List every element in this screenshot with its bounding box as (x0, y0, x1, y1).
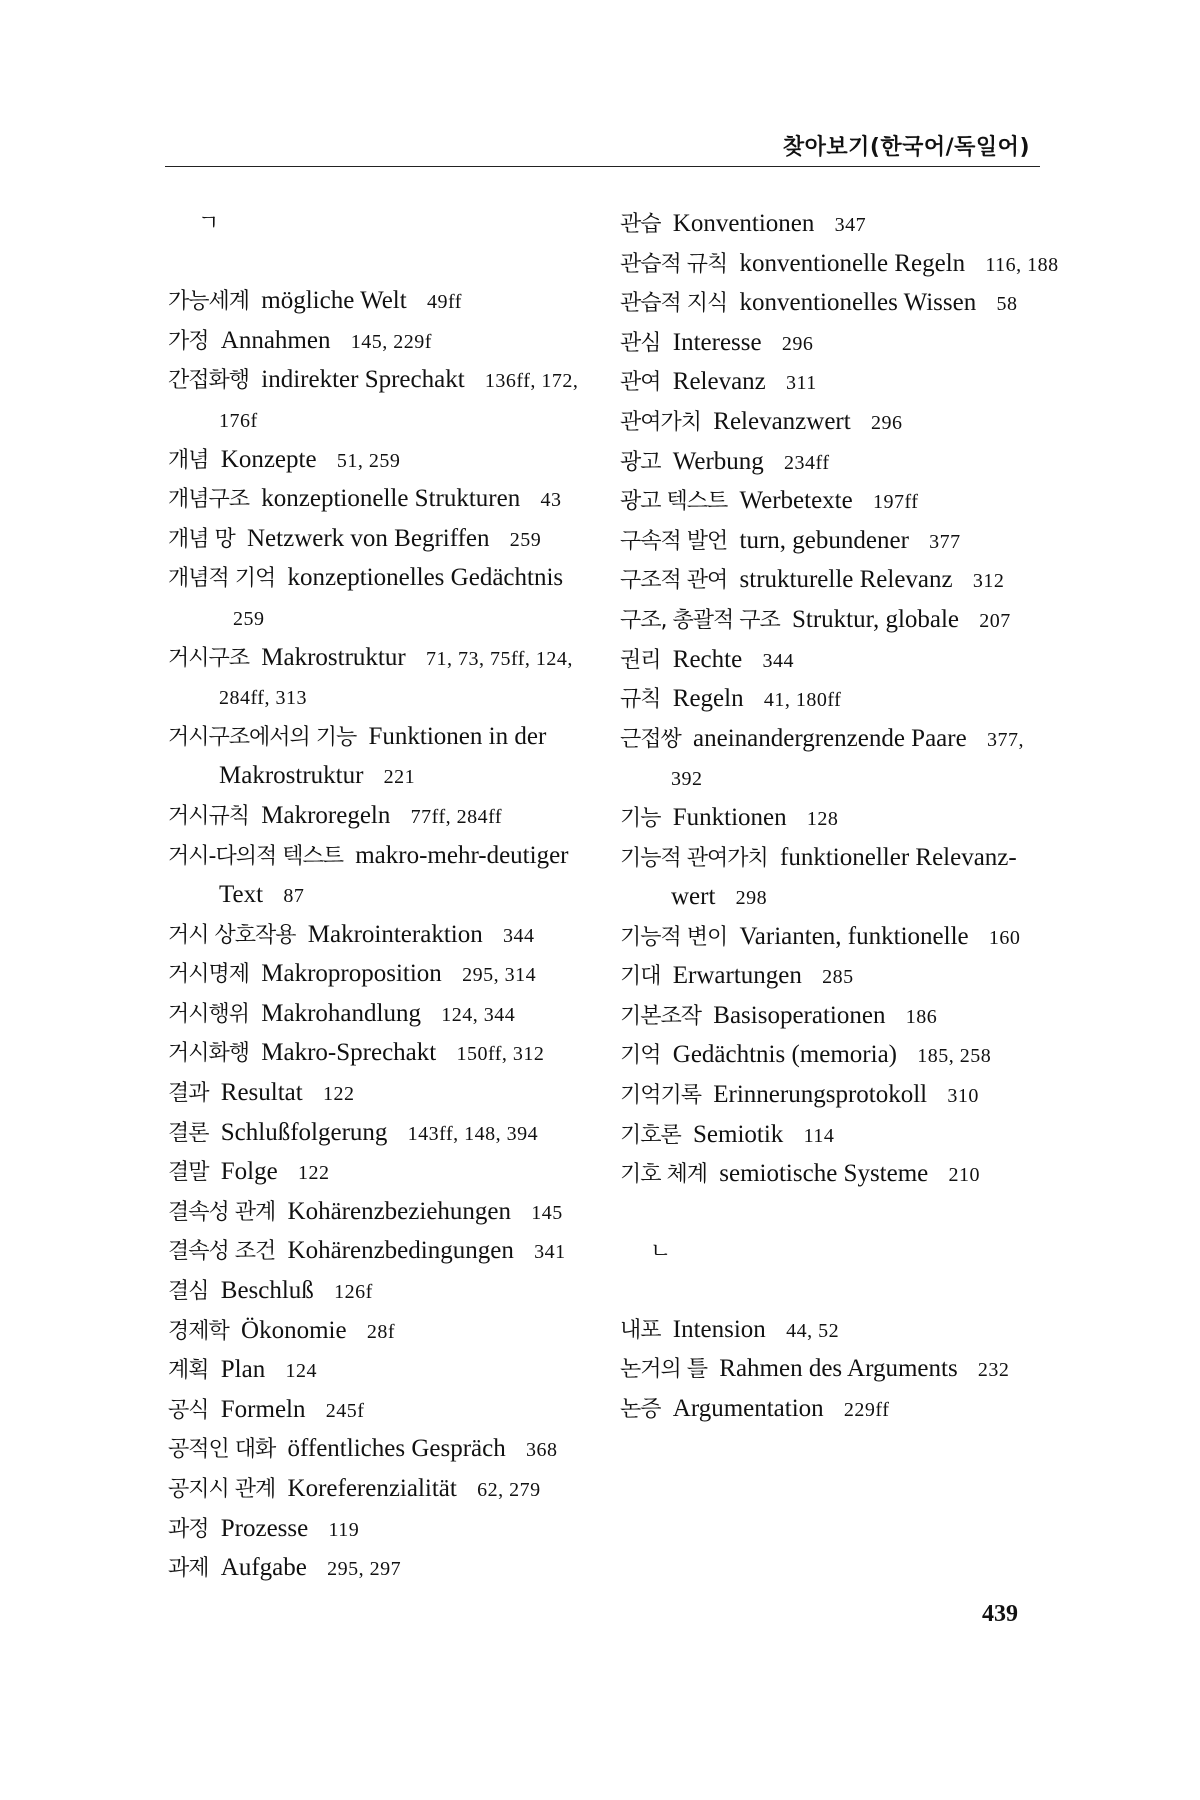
page-references: 87 (283, 885, 305, 908)
german-term: Aufgabe (220, 1554, 307, 1582)
german-term: Plan (220, 1356, 266, 1384)
header-rule (165, 166, 1040, 167)
korean-term: 구속적 발언 (620, 528, 728, 554)
korean-term: 관심 (620, 330, 661, 356)
index-entry (620, 1036, 1060, 1076)
page-references: 377, 392 (671, 728, 1024, 791)
korean-term: 광고 (620, 449, 661, 475)
page-references: 44, 52 (786, 1319, 840, 1342)
german-term: indirekter Sprechakt (261, 366, 465, 394)
korean-term: 가능세계 (168, 289, 250, 315)
page-references: 295, 314 (462, 964, 537, 987)
korean-term: 기호 체계 (620, 1162, 708, 1188)
page-references: 347 (834, 214, 867, 236)
german-term: semiotische Systeme (719, 1160, 929, 1188)
german-term: Werbung (672, 447, 764, 475)
korean-term: 공식 (168, 1397, 209, 1423)
korean-term: 권리 (620, 647, 661, 673)
page-references: 344 (762, 649, 794, 672)
german-term: Koreferenzialität (287, 1475, 457, 1502)
index-entry (620, 720, 1060, 799)
page-references: 143ff, 148, 394 (407, 1122, 539, 1145)
index-entry (168, 282, 608, 322)
german-term: Interesse (672, 328, 762, 356)
page-references: 285 (822, 966, 854, 989)
index-entry (620, 1350, 1060, 1390)
index-entry (620, 205, 1060, 245)
index-entry (168, 1312, 608, 1352)
german-term: Makrointeraktion (307, 920, 483, 948)
korean-term: 논증 (620, 1396, 661, 1422)
german-term: Funktionen (672, 803, 787, 831)
page-references: 122 (297, 1162, 330, 1185)
index-entry (620, 522, 1060, 562)
page-references: 221 (383, 766, 416, 789)
german-term: Ökonomie (241, 1316, 347, 1344)
korean-term: 공적인 대화 (168, 1437, 276, 1463)
index-entry (168, 955, 608, 995)
korean-term: 내포 (620, 1317, 661, 1343)
index-entry (168, 520, 608, 560)
korean-term: 개념 (168, 447, 209, 473)
index-entry (620, 918, 1060, 958)
page-references: 210 (948, 1164, 981, 1187)
korean-term: 간접화행 (168, 368, 250, 394)
korean-term: 광고 텍스트 (620, 489, 728, 515)
page-references: 51, 259 (336, 449, 401, 472)
german-term: öffentliches Gespräch (287, 1435, 506, 1463)
german-term: Makrohandlung (261, 999, 421, 1027)
page-references: 186 (905, 1005, 938, 1028)
index-entry (168, 1114, 608, 1154)
index-entry (168, 639, 608, 718)
korean-term: 기능 (620, 805, 661, 831)
german-term: Makrostruktur (261, 643, 406, 671)
index-column-left (168, 205, 608, 1589)
korean-term: 거시명제 (168, 962, 250, 988)
korean-term: 논거의 틀 (620, 1357, 708, 1383)
korean-term: 개념 망 (168, 526, 235, 552)
page-references: 124 (285, 1360, 317, 1383)
german-term: Regeln (672, 685, 744, 713)
page-references: 310 (947, 1085, 979, 1108)
german-term: Basisoperationen (713, 1001, 886, 1029)
korean-term: 결말 (168, 1160, 209, 1186)
german-term: Schlußfolgerung (220, 1118, 388, 1146)
index-entry (620, 443, 1060, 483)
left-entry-list (168, 282, 608, 1589)
korean-term: 결속성 조건 (168, 1239, 276, 1265)
korean-term: 기본조작 (620, 1003, 702, 1029)
korean-term: 구조, 총괄적 구조 (620, 607, 780, 633)
page-references: 28f (366, 1320, 395, 1343)
german-term: Folge (220, 1158, 278, 1186)
index-entry (620, 1076, 1060, 1116)
german-term: funktioneller Relevanz-wert (671, 843, 1017, 911)
page-references: 71, 73, 75ff, 124, 284ff, 313 (219, 647, 573, 710)
index-entry (168, 1074, 608, 1114)
page-references: 128 (806, 807, 839, 830)
page-references: 58 (996, 293, 1018, 316)
page-references: 150ff, 312 (456, 1043, 545, 1066)
page-references: 296 (870, 411, 903, 434)
german-term: strukturelle Relevanz (739, 566, 953, 594)
index-entry (620, 957, 1060, 997)
korean-term: 관습적 규칙 (620, 251, 728, 277)
korean-term: 기능적 변이 (620, 924, 728, 950)
page-references: 185, 258 (917, 1045, 992, 1068)
section-letter-nieun: ㄴ (650, 1239, 672, 1265)
section-gap (620, 1272, 1060, 1311)
index-entry (168, 1034, 608, 1074)
german-term: turn, gebundener (739, 526, 909, 554)
korean-term: 공지시 관계 (168, 1477, 276, 1502)
page-references: 234ff (784, 451, 830, 474)
german-term: Argumentation (672, 1394, 824, 1422)
page-references: 298 (735, 887, 768, 910)
index-entry (168, 1232, 608, 1272)
german-term: Struktur, globale (792, 605, 960, 633)
index-entry (168, 1193, 608, 1233)
page-references: 114 (803, 1124, 835, 1147)
index-entry (620, 601, 1060, 641)
german-term: Relevanzwert (713, 407, 851, 435)
page-references: 116, 188 (985, 253, 1059, 276)
index-entry (168, 797, 608, 837)
german-term: Relevanz (672, 368, 766, 396)
german-term: Varianten, funktionelle (739, 922, 969, 950)
german-term: Gedächtnis (memoria) (672, 1041, 897, 1069)
page-references: 124, 344 (441, 1003, 516, 1026)
page-references: 126f (334, 1281, 373, 1304)
page-references: 197ff (872, 491, 919, 514)
page-references: 344 (502, 924, 535, 947)
index-entry (620, 680, 1060, 720)
korean-term: 관습 (620, 212, 661, 237)
german-term: Rechte (672, 645, 743, 673)
index-entry (168, 322, 608, 362)
german-term: Semiotik (693, 1120, 784, 1148)
page-references: 245f (325, 1399, 365, 1422)
section-gap (168, 244, 608, 283)
korean-term: 규칙 (620, 687, 661, 713)
german-term: Erinnerungsprotokoll (713, 1081, 928, 1109)
korean-term: 근접쌍 (620, 726, 681, 752)
german-term: Beschluß (220, 1277, 314, 1305)
korean-term: 거시구조에서의 기능 (168, 724, 357, 750)
korean-term: 거시-다의적 텍스트 (168, 843, 343, 869)
index-entry (168, 995, 608, 1035)
index-entry (168, 718, 608, 797)
index-entry (620, 324, 1060, 364)
index-entry (168, 1549, 608, 1589)
index-entry (620, 997, 1060, 1037)
index-entry (168, 1391, 608, 1431)
german-term: Rahmen des Arguments (719, 1355, 958, 1383)
german-term: Makroregeln (261, 801, 391, 829)
korean-term: 결심 (168, 1279, 209, 1305)
index-entry (168, 916, 608, 956)
page-references: 160 (988, 926, 1021, 949)
german-term: Netzwerk von Begriffen (247, 524, 490, 552)
section-letter-giyeok: ㄱ (198, 211, 220, 236)
korean-term: 구조적 관여 (620, 568, 728, 594)
page-references: 43 (540, 489, 562, 512)
index-entry (620, 799, 1060, 839)
korean-term: 과정 (168, 1516, 209, 1542)
german-term: Formeln (220, 1395, 306, 1423)
page-references: 119 (328, 1518, 360, 1541)
page-number: 439 (982, 1601, 1018, 1627)
german-term: Prozesse (220, 1514, 309, 1542)
index-entry (168, 361, 608, 440)
page-references: 49ff (426, 291, 462, 314)
index-entry (620, 1390, 1060, 1430)
index-entry (620, 284, 1060, 324)
index-entry (620, 1155, 1060, 1195)
index-entry (620, 1116, 1060, 1156)
page-references: 296 (781, 332, 814, 355)
korean-term: 거시행위 (168, 1001, 250, 1027)
index-entry (620, 641, 1060, 681)
korean-term: 관여 (620, 370, 661, 396)
german-term: aneinandergrenzende Paare (693, 724, 967, 752)
korean-term: 가정 (168, 328, 209, 354)
page-references: 145, 229f (350, 330, 432, 353)
german-term: konventionelle Regeln (739, 249, 966, 277)
german-term: konventionelles Wissen (739, 289, 977, 317)
right-entry-list-nieun (620, 1311, 1060, 1430)
german-term: Erwartungen (672, 962, 802, 990)
korean-term: 기호론 (620, 1122, 681, 1148)
german-term: Kohärenzbedingungen (287, 1237, 514, 1265)
page-references: 232 (977, 1359, 1010, 1382)
korean-term: 관습적 지식 (620, 291, 728, 317)
german-term: konzeptionelle Strukturen (261, 485, 521, 513)
index-entry (168, 1272, 608, 1312)
page-references: 41, 180ff (763, 689, 842, 712)
german-term: Intension (672, 1315, 766, 1343)
page-references: 377 (929, 530, 961, 553)
korean-term: 기억 (620, 1043, 661, 1069)
index-entry (620, 245, 1060, 285)
german-term: Makroproposition (261, 960, 442, 988)
index-entry (620, 839, 1060, 918)
german-term: Werbetexte (739, 487, 853, 515)
korean-term: 거시 상호작용 (168, 922, 296, 948)
index-entry (168, 1510, 608, 1550)
index-entry (168, 837, 608, 916)
page-references: 368 (525, 1439, 558, 1462)
index-entry (620, 482, 1060, 522)
german-term: Konventionen (672, 210, 815, 237)
index-column-right (620, 205, 1060, 1429)
korean-term: 기억기록 (620, 1083, 702, 1109)
korean-term: 기능적 관여가치 (620, 845, 768, 871)
korean-term: 거시구조 (168, 645, 250, 671)
german-term: konzeptionelles Gedächtnis (287, 564, 564, 592)
page-references: 136ff, 172, 176f (219, 370, 579, 432)
german-term: makro-mehr-deutiger Text (219, 841, 569, 909)
index-entry (620, 561, 1060, 601)
korean-term: 결과 (168, 1081, 209, 1107)
page-references: 259 (509, 528, 542, 551)
right-entry-list (620, 205, 1060, 1195)
page-references: 77ff, 284ff (410, 805, 503, 828)
german-term: Kohärenzbeziehungen (287, 1197, 512, 1225)
korean-term: 결속성 관계 (168, 1199, 276, 1225)
korean-term: 경제학 (168, 1318, 229, 1344)
page-references: 229ff (843, 1398, 890, 1421)
page-references: 145 (531, 1201, 563, 1224)
korean-term: 계획 (168, 1358, 209, 1384)
page-references: 312 (972, 570, 1005, 593)
korean-term: 거시화행 (168, 1041, 250, 1067)
index-entry (620, 1311, 1060, 1351)
page-references: 122 (322, 1083, 355, 1106)
index-entry (168, 1153, 608, 1193)
index-entry (168, 1430, 608, 1470)
page-references: 207 (979, 609, 1011, 632)
korean-term: 관여가치 (620, 409, 702, 435)
german-term: Funktionen in der Makrostruktur (219, 722, 547, 790)
korean-term: 개념구조 (168, 487, 250, 513)
index-entry (168, 559, 608, 638)
index-entry (168, 480, 608, 520)
korean-term: 과제 (168, 1556, 209, 1582)
running-head: 찾아보기(한국어/독일어) (782, 135, 1030, 160)
korean-term: 결론 (168, 1120, 209, 1146)
german-term: Konzepte (220, 445, 317, 473)
korean-term: 기대 (620, 964, 661, 990)
german-term: Resultat (220, 1079, 303, 1107)
korean-term: 거시규칙 (168, 803, 250, 829)
korean-term: 개념적 기억 (168, 566, 276, 592)
index-entry (620, 403, 1060, 443)
german-term: Makro-Sprechakt (261, 1039, 437, 1067)
index-entry (168, 1351, 608, 1391)
german-term: Annahmen (220, 326, 331, 354)
page-references: 295, 297 (327, 1558, 402, 1581)
index-entry (168, 1470, 608, 1510)
index-entry (168, 441, 608, 481)
page-references: 341 (534, 1241, 566, 1264)
index-entry (620, 363, 1060, 403)
page-references: 311 (786, 372, 817, 395)
section-gap (620, 1195, 1060, 1234)
page-references: 62, 279 (477, 1479, 541, 1501)
german-term: mögliche Welt (261, 287, 407, 315)
page-references: 259 (233, 607, 265, 630)
